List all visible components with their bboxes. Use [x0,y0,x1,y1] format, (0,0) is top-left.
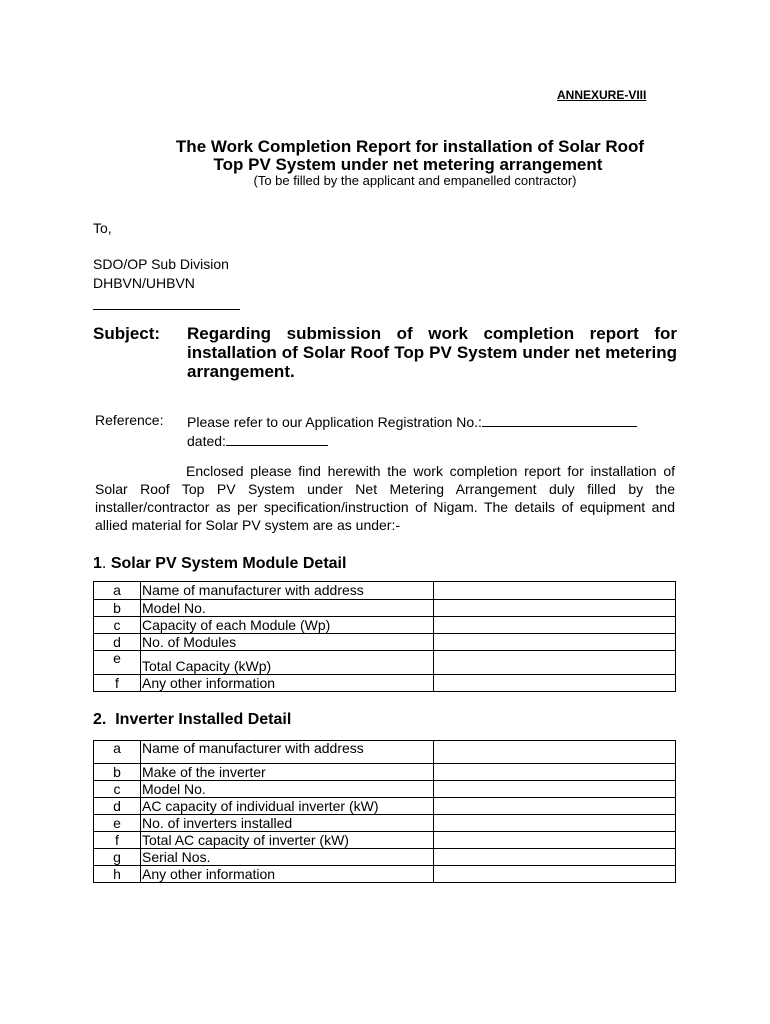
table-row [94,781,676,798]
section-1-separator: . [101,555,107,572]
table-row [94,634,676,651]
row-letter: d [94,798,141,815]
row-value-field[interactable] [434,600,676,617]
row-value-field[interactable] [434,675,676,692]
row-label: Any other information [141,866,434,883]
row-label: AC capacity of individual inverter (kW) [141,798,434,815]
subject-text: Regarding submission of work completion report for installation of Solar Roof Top PV System under net metering arrangement. [187,324,677,381]
address-blank-line [93,309,240,310]
table-row [94,741,676,764]
section-2-heading: 2. Inverter Installed Detail [93,711,292,728]
row-value-field[interactable] [434,849,676,866]
row-value-field[interactable] [434,781,676,798]
page-title-line-1: The Work Completion Report for installation of Solar Roof [175,137,645,156]
row-letter: h [94,866,141,883]
section-1-number: 1 [93,555,102,572]
row-label: Make of the inverter [141,764,434,781]
row-label: Total AC capacity of inverter (kW) [141,832,434,849]
row-letter: b [94,600,141,617]
address-line-1: SDO/OP Sub Division [93,256,229,272]
table-row [94,866,676,883]
row-letter: f [94,832,141,849]
table-row [94,764,676,781]
row-value-field[interactable] [434,617,676,634]
address-to: To, [93,220,112,236]
registration-label: Please refer to our Application Registration No.: [187,414,482,430]
row-label: Model No. [141,600,434,617]
row-label: No. of Modules [141,634,434,651]
row-value-field[interactable] [434,582,676,600]
row-letter: b [94,764,141,781]
table-row [94,815,676,832]
row-label: Capacity of each Module (Wp) [141,617,434,634]
address-line-2: DHBVN/UHBVN [93,275,195,291]
row-letter: f [94,675,141,692]
module-detail-table [93,581,676,692]
row-label: Total Capacity (kWp) [141,651,434,675]
page-title-line-2: Top PV System under net metering arrangement [213,155,603,174]
row-letter: a [94,582,141,600]
table-row [94,651,676,675]
row-letter: e [94,651,141,675]
annexure-label: ANNEXURE-VIII [557,88,647,102]
row-label: Model No. [141,781,434,798]
table-row [94,582,676,600]
row-value-field[interactable] [434,798,676,815]
row-value-field[interactable] [434,866,676,883]
registration-number-field[interactable] [482,412,637,427]
row-value-field[interactable] [434,741,676,764]
row-letter: d [94,634,141,651]
row-value-field[interactable] [434,764,676,781]
intro-paragraph: Enclosed please find herewith the work completion report for installation of Solar Roof Top PV System under Net Metering Arrangement duly filled by the installer/contractor as per specification/instruction of Nigam. The details of equipment and allied material for Solar PV system are as under:- [95,463,675,533]
reference-text [187,412,637,450]
row-value-field[interactable] [434,832,676,849]
table-row [94,832,676,849]
table-row [94,617,676,634]
row-letter: c [94,617,141,634]
inverter-detail-table [93,740,676,883]
row-value-field[interactable] [434,815,676,832]
row-label: Serial Nos. [141,849,434,866]
row-letter: c [94,781,141,798]
dated-field[interactable] [226,431,328,446]
table-row [94,849,676,866]
section-1-title: Solar PV System Module Detail [110,555,347,572]
row-label: No. of inverters installed [141,815,434,832]
table-row [94,798,676,815]
row-label: Name of manufacturer with address [141,741,434,764]
row-letter: g [94,849,141,866]
subject-label: Subject: [93,324,161,343]
row-letter: a [94,741,141,764]
row-letter: e [94,815,141,832]
row-label: Any other information [141,675,434,692]
table-row [94,675,676,692]
table-row [94,600,676,617]
reference-label: Reference: [95,412,164,428]
row-label: Name of manufacturer with address [141,582,434,600]
row-value-field[interactable] [434,651,676,675]
dated-label: dated: [187,433,226,449]
section-1-heading [93,555,346,573]
subtitle-note: (To be filled by the applicant and empanelled contractor) [253,173,577,188]
row-value-field[interactable] [434,634,676,651]
